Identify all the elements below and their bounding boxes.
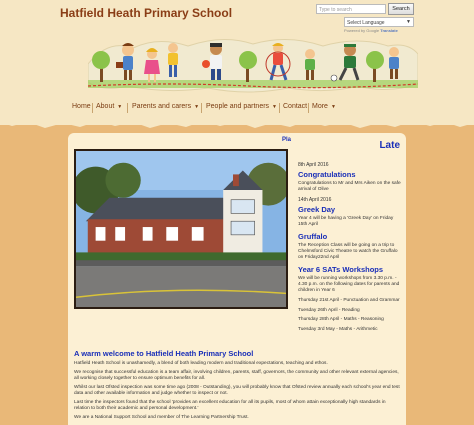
news-heading[interactable]: Year 6 SATs Workshops xyxy=(298,265,384,274)
search-button[interactable]: Search xyxy=(388,3,414,15)
news-text: Congratulations to Mr and Mrs Aiken on the safe arrival of Olive xyxy=(298,181,401,192)
chevron-down-icon: ▼ xyxy=(406,19,411,25)
school-building-photo xyxy=(74,149,288,309)
nav-item-parents-and-carers[interactable]: Parents and carers ▼ xyxy=(132,103,200,110)
news-text: We will be running workshops from 3.30 p.m. - 4.30 p.m. on the following dates for parents and children in Year 6 xyxy=(298,276,400,293)
chevron-down-icon: ▼ xyxy=(272,104,277,110)
site-header xyxy=(0,0,474,125)
list-item: Tuesday 26th April - Reading xyxy=(298,307,360,313)
welcome-paragraph: Whilst our last Ofsted inspection was some time ago (2008 - Outstanding), you will probably know that Ofsted review annually each school's year end test data and other available information and judge whether to inspect or not. xyxy=(74,385,400,396)
welcome-paragraph: Hatfield Heath School is unashamedly, a blend of both leading modern and traditional expectations, teaching and ethos. xyxy=(74,361,328,366)
news-text: Year 4 will be having a 'Greek Day' on Friday 15th April xyxy=(298,216,394,227)
nav-divider xyxy=(308,103,309,113)
powered-by-google: Powered by Google Translate xyxy=(344,28,398,33)
chevron-down-icon: ▼ xyxy=(194,104,200,110)
welcome-title: A warm welcome to Hatfield Heath Primary School xyxy=(74,349,254,358)
news-column xyxy=(298,162,402,336)
language-select[interactable] xyxy=(344,17,414,27)
nav-item-more[interactable]: More ▼ xyxy=(312,103,336,110)
late-news-heading: Late xyxy=(379,140,400,151)
site-title[interactable]: Hatfield Heath Primary School xyxy=(60,6,233,20)
news-ticker[interactable]: Pla xyxy=(282,137,292,143)
news-heading[interactable]: Congratulations xyxy=(298,170,356,179)
nav-item-about[interactable]: About ▼ xyxy=(96,103,123,110)
translate-link[interactable]: Translate xyxy=(380,28,398,33)
list-item: Thursday 21st April - Punctuation and Grammar xyxy=(298,298,400,303)
nav-divider xyxy=(201,103,202,113)
nav-divider xyxy=(92,103,93,113)
chevron-down-icon: ▼ xyxy=(330,104,336,110)
main-navigation xyxy=(0,100,474,116)
torn-paper-edge xyxy=(0,115,474,131)
children-banner-illustration xyxy=(88,34,418,94)
news-date: 8th April 2016 xyxy=(298,162,329,168)
search-input[interactable]: Type to search xyxy=(316,4,386,14)
welcome-section xyxy=(74,349,400,424)
nav-divider xyxy=(279,103,280,113)
nav-divider xyxy=(127,103,128,113)
content-panel xyxy=(68,133,406,425)
nav-item-people-and-partners[interactable]: People and partners ▼ xyxy=(206,103,277,110)
news-heading[interactable]: Greek Day xyxy=(298,205,336,214)
news-heading[interactable]: Gruffalo xyxy=(298,232,328,241)
news-text: The Reception Class will be going on a trip to Chelmsford Civic Theatre to watch the Gruffalo on Friday22nd April xyxy=(298,243,398,260)
welcome-paragraph: We are a National Support School and member of The Learning Partnership Trust. xyxy=(74,415,249,420)
welcome-paragraph: Last time the inspectors found that the school 'provides an excellent education for all its pupils, most of whom attain exceptionally high standards in relation to both their academic and personal development.' xyxy=(74,400,386,411)
welcome-paragraph: We recognise that successful education is a team affair, involving children, parents, staff, governors, the community and other relevant external agencies, all working closely together to ensure optimum benefits for all. xyxy=(74,370,399,381)
list-item: Thursday 28th April - Maths - Reasoning xyxy=(298,317,384,323)
nav-item-contact[interactable]: Contact xyxy=(283,103,308,110)
news-date: 14th April 2016 xyxy=(298,197,332,203)
nav-item-home[interactable]: Home xyxy=(72,103,91,110)
language-select-label: Select Language xyxy=(347,20,385,26)
list-item: Tuesday 3rd May - Maths - Arithmetic xyxy=(298,326,378,332)
chevron-down-icon: ▼ xyxy=(117,104,123,110)
